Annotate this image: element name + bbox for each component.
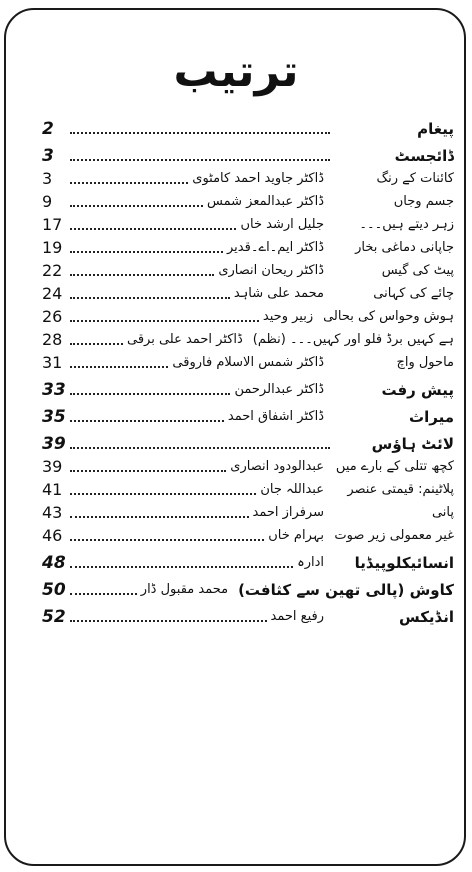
toc-page-number: 26: [42, 307, 63, 326]
toc-topic: ہوش وحواس کی بحالی: [323, 309, 454, 324]
toc-leader-dots: [70, 274, 214, 276]
toc-page-number: 41: [42, 480, 63, 499]
toc-page-number: 19: [42, 238, 63, 257]
toc-entry[interactable]: [42, 166, 454, 189]
toc-section-title: انڈیکس: [399, 608, 454, 626]
toc-entry[interactable]: [42, 327, 454, 350]
toc-section-title: لائٹ ہاؤس: [371, 435, 454, 453]
toc-leader-dots: [70, 516, 249, 518]
toc-author: ڈاکٹر شمس الاسلام فاروقی: [172, 355, 324, 370]
toc-topic: چائے کی کہانی: [373, 286, 454, 301]
toc-entry[interactable]: [42, 523, 454, 546]
toc-topic: جسم وجاں: [393, 194, 454, 209]
toc-author: جلیل ارشد خاں: [240, 217, 324, 232]
toc-leader-dots: [70, 343, 123, 345]
toc-leader-dots: [70, 493, 256, 495]
toc-leader-dots: [70, 159, 330, 161]
toc-entry[interactable]: [42, 576, 454, 600]
toc-page-number: 39: [42, 434, 66, 454]
toc-topic: پلاٹینم: قیمتی عنصر: [347, 482, 454, 497]
toc-author: ڈاکٹر عبدالرحمن: [234, 382, 324, 397]
toc-page-number: 17: [42, 215, 63, 234]
toc-entry[interactable]: [42, 549, 454, 573]
toc-entry[interactable]: [42, 500, 454, 523]
toc-entry[interactable]: [42, 304, 454, 327]
toc-section-title: انسائیکلوپیڈیا: [354, 554, 454, 572]
toc-section-title: پیش رفت: [381, 381, 454, 399]
toc-topic: ماحول واچ: [396, 355, 454, 370]
toc-page-number: 52: [42, 607, 66, 627]
toc-entry[interactable]: [42, 281, 454, 304]
toc-page-number: 3: [42, 169, 53, 188]
toc-leader-dots: [70, 447, 330, 449]
toc-leader-dots: [70, 539, 264, 541]
toc-leader-dots: [70, 205, 203, 207]
toc-author: محمد علی شاہد: [233, 286, 324, 301]
toc-page-number: 9: [42, 192, 53, 211]
toc-page-number: 24: [42, 284, 63, 303]
toc-entry[interactable]: [42, 142, 454, 166]
toc-author: ادارہ: [297, 555, 324, 570]
toc-page-number: 3: [42, 146, 54, 166]
toc-entry[interactable]: [42, 350, 454, 373]
toc-entry[interactable]: [42, 115, 454, 139]
toc-author: عبداللہ جان: [260, 482, 324, 497]
toc-section-title: پیغام: [417, 120, 454, 138]
toc-entry[interactable]: [42, 603, 454, 627]
toc-leader-dots: [70, 251, 223, 253]
toc-author: عبدالودود انصاری: [230, 459, 324, 474]
toc-leader-dots: [70, 366, 168, 368]
toc-topic: کائنات کے رنگ: [376, 171, 454, 186]
toc-entry[interactable]: [42, 376, 454, 400]
toc-leader-dots: [70, 182, 188, 184]
toc-author: بہرام خاں: [268, 528, 324, 543]
toc-topic: جاپانی دماغی بخار: [355, 240, 454, 255]
toc-leader-dots: [70, 132, 330, 134]
toc-leader-dots: [70, 297, 230, 299]
toc-leader-dots: [70, 228, 236, 230]
toc-page-number: 31: [42, 353, 63, 372]
toc-topic: زہر دیتے ہیں۔۔۔: [359, 217, 454, 232]
toc-page-number: 43: [42, 503, 63, 522]
toc-entry[interactable]: [42, 212, 454, 235]
toc-author: سرفراز احمد: [252, 505, 324, 520]
toc-page-number: 46: [42, 526, 63, 545]
toc-leader-dots: [70, 620, 267, 622]
toc-leader-dots: [70, 420, 224, 422]
toc-leader-dots: [70, 593, 137, 595]
toc-leader-dots: [70, 566, 293, 568]
toc-topic: پانی: [431, 505, 454, 520]
toc-author: ڈاکٹر ریحان انصاری: [218, 263, 324, 278]
toc-section-title: کاوش (پالی تھین سے کثافت): [238, 581, 454, 599]
toc-page-number: 33: [42, 380, 66, 400]
toc-entry[interactable]: [42, 258, 454, 281]
toc-topic: کچھ تتلی کے بارے میں: [335, 459, 454, 474]
toc-entry[interactable]: [42, 403, 454, 427]
toc-author: زبیر وحید: [262, 309, 314, 324]
toc-page-number: 50: [42, 580, 66, 600]
toc-section-title: میراث: [409, 408, 454, 426]
toc-section-title: ڈائجسٹ: [394, 147, 454, 165]
toc-author: ڈاکٹر عبدالمعز شمس: [207, 194, 324, 209]
toc-entry[interactable]: [42, 235, 454, 258]
table-of-contents: [42, 112, 454, 627]
toc-author: ڈاکٹر ایم۔اے۔قدیر: [227, 240, 324, 255]
toc-leader-dots: [70, 320, 259, 322]
toc-author: ڈاکٹر احمد علی برقی: [126, 332, 243, 347]
toc-entry[interactable]: [42, 477, 454, 500]
toc-author: ڈاکٹر جاوید احمد کامٹوی: [192, 171, 324, 186]
toc-entry[interactable]: [42, 189, 454, 212]
toc-page-number: 35: [42, 407, 66, 427]
toc-topic: غیر معمولی زیر صوت: [334, 528, 454, 543]
toc-topic: پیٹ کی گیس: [381, 263, 454, 278]
toc-entry[interactable]: [42, 454, 454, 477]
toc-page-number: 22: [42, 261, 63, 280]
toc-topic: ہے کہیں برڈ فلو اور کہیں۔۔۔ (نظم): [252, 332, 454, 347]
toc-page-number: 48: [42, 553, 66, 573]
toc-author: ڈاکٹر اشفاق احمد: [227, 409, 324, 424]
toc-page-number: 28: [42, 330, 63, 349]
page-title: ترتیب: [173, 46, 299, 97]
toc-page-number: 2: [42, 119, 54, 139]
toc-leader-dots: [70, 393, 230, 395]
toc-entry[interactable]: [42, 430, 454, 454]
toc-page-number: 39: [42, 457, 63, 476]
toc-leader-dots: [70, 470, 226, 472]
toc-author: رفیع احمد: [270, 609, 324, 624]
toc-author: محمد مقبول ڈار: [140, 582, 229, 597]
